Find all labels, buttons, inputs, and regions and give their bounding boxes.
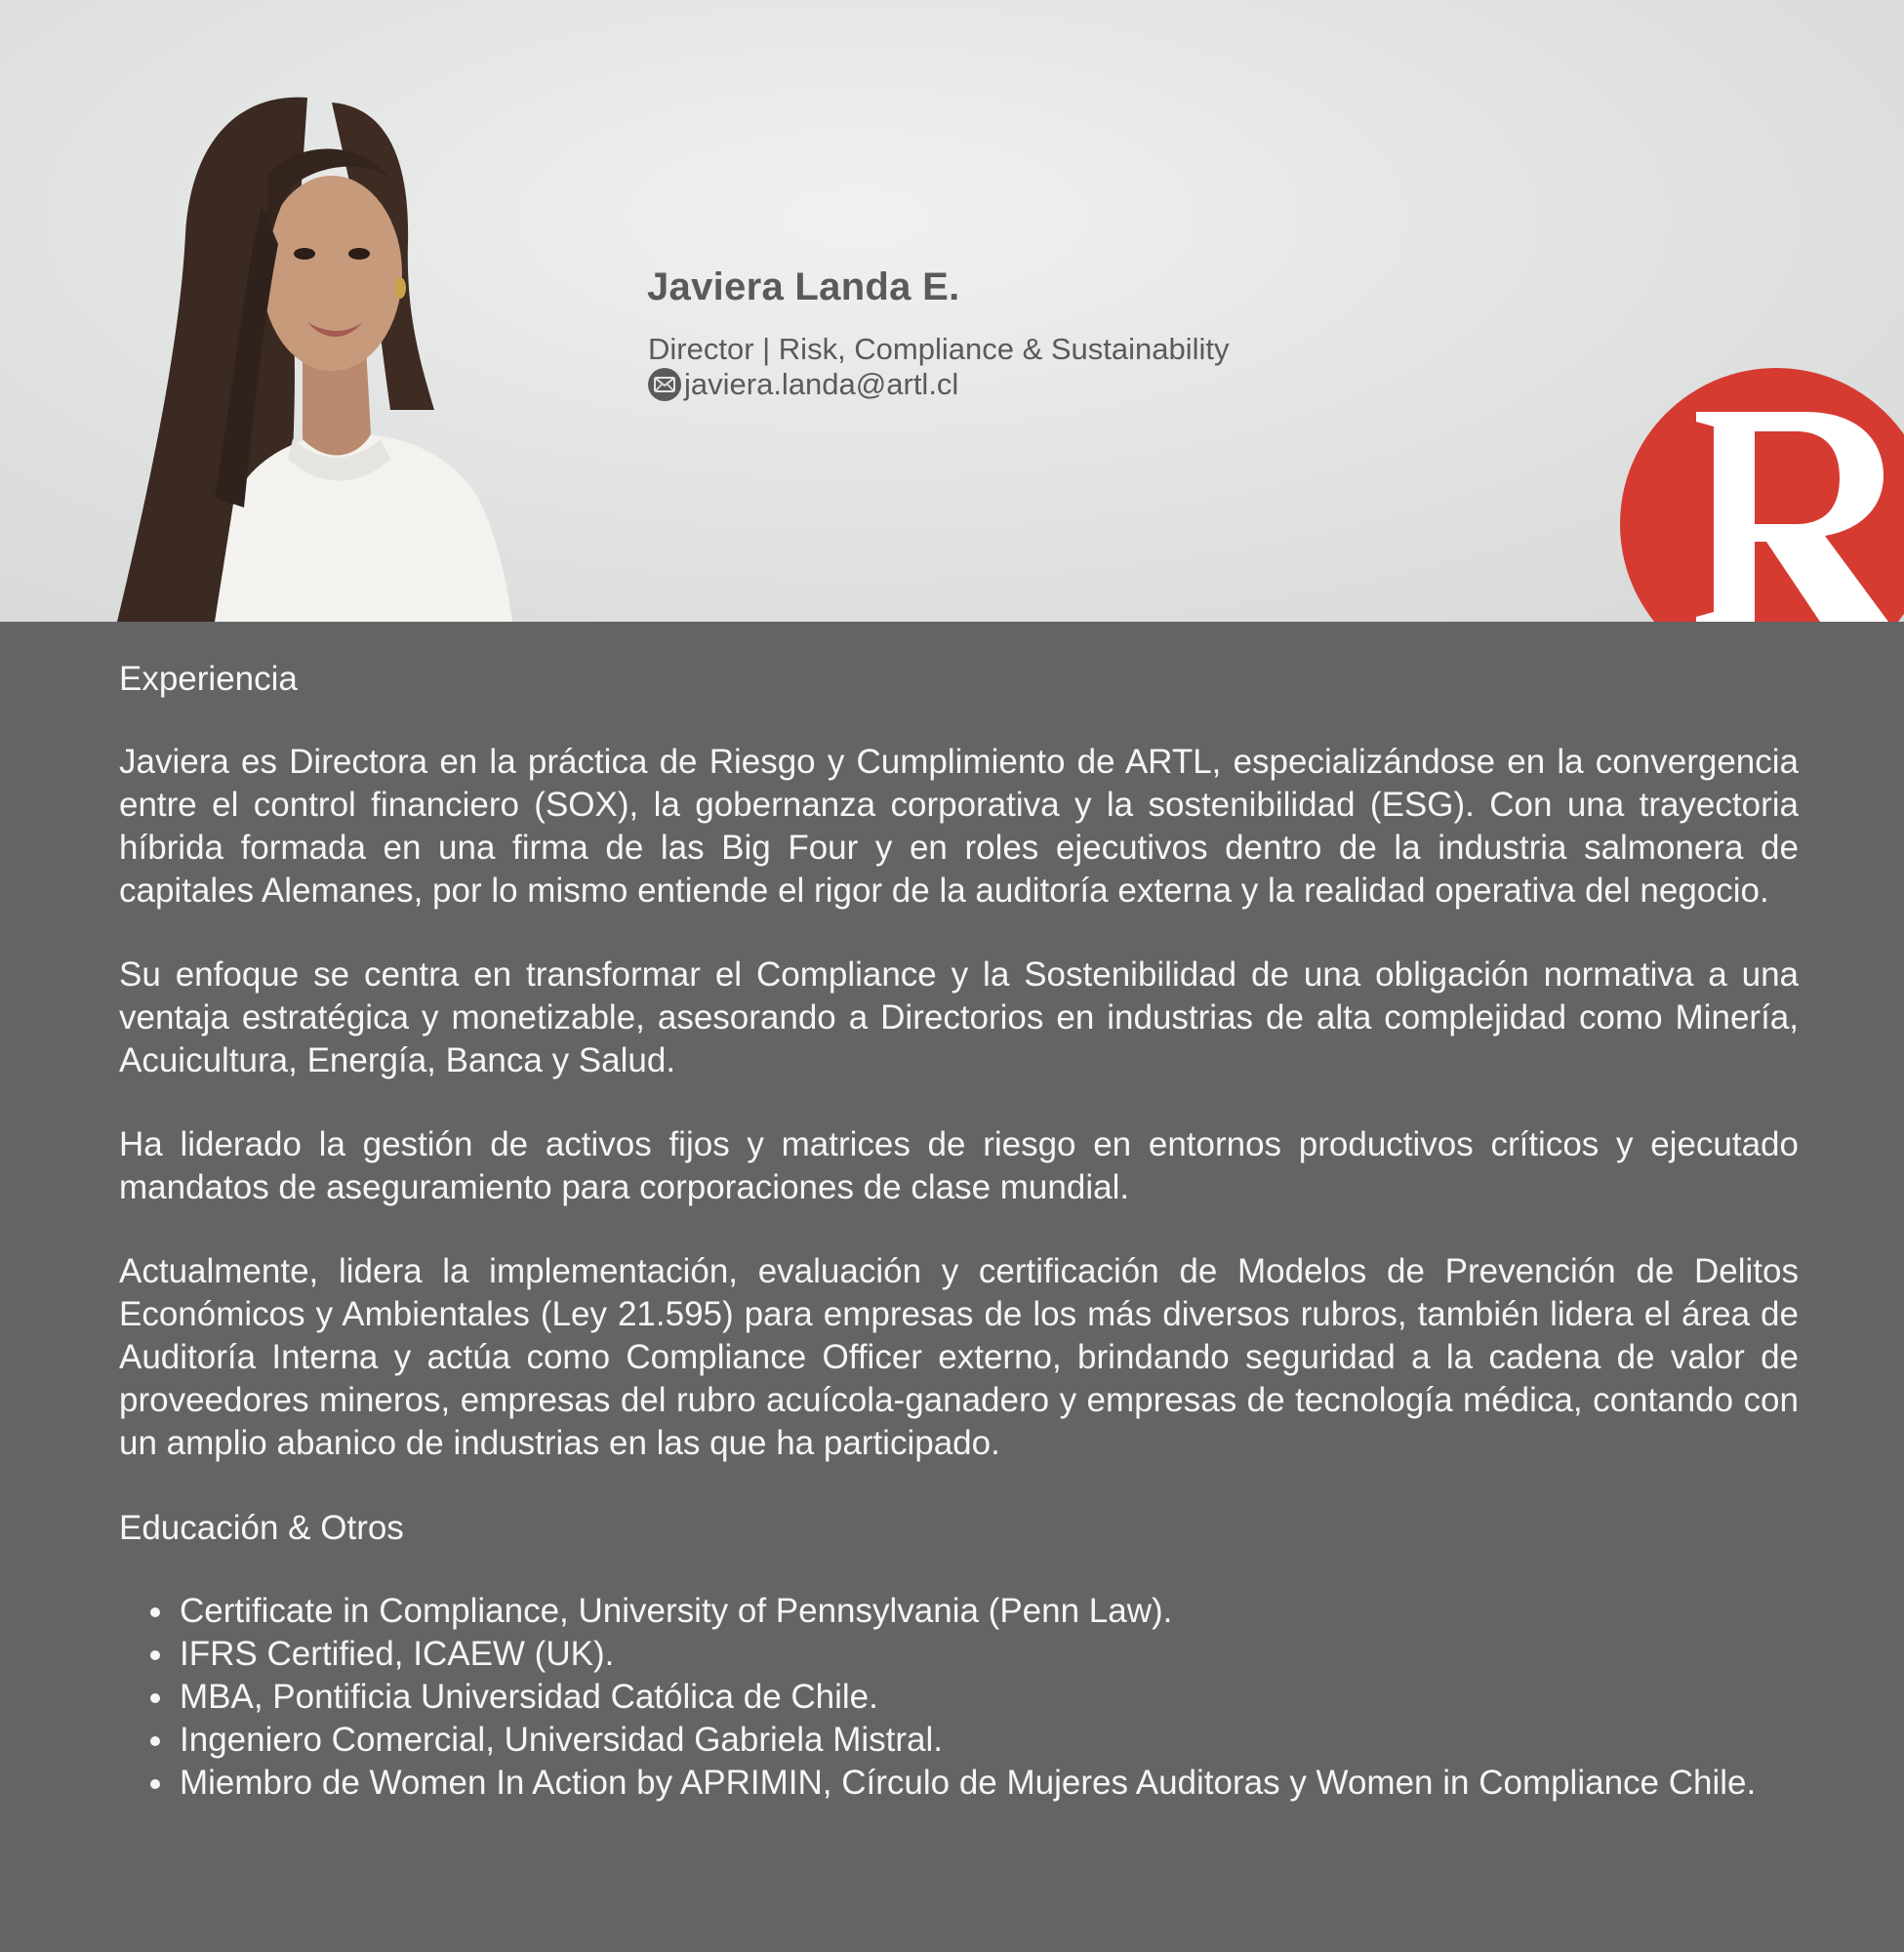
experience-paragraph-1: Javiera es Directora en la práctica de Riesgo y Cumplimiento de ARTL, especializándose en la convergencia entre el control financiero (SOX), la gobernanza corporativa y la sostenibilidad (ESG). Con una trayectoria híbrida formada en una firma de las Big Four y en roles ejecutivos dentro de la industria salmonera de capitales Alemanes, por lo mismo entiende el rigor de la auditoría externa y la realidad operativa del negocio. [119,743,1799,910]
list-item: Miembro de Women In Action by APRIMIN, Círculo de Mujeres Auditoras y Women in Compliance Chile. [180,1762,1799,1805]
experience-paragraph-2: Su enfoque se centra en transformar el Compliance y la Sostenibilidad de una obligación normativa a una ventaja estratégica y monetizable, asesorando a Directorios en industrias de alta complejidad como Minería, Acuicultura, Energía, Banca y Salud. [119,956,1799,1079]
list-item: MBA, Pontificia Universidad Católica de Chile. [180,1676,1799,1719]
person-name: Javiera Landa E. [647,265,960,308]
email-row[interactable] [648,367,958,402]
education-list [119,1590,1799,1805]
artl-r-logo [1620,368,1904,622]
list-item: Certificate in Compliance, University of Pennsylvania (Penn Law). [180,1590,1799,1633]
email-address[interactable]: javiera.landa@artl.cl [684,367,959,401]
experience-paragraph-3: Ha liderado la gestión de activos fijos y matrices de riesgo en entornos productivos críticos y ejecutado mandatos de aseguramiento para corporaciones de clase mundial. [119,1125,1799,1206]
education-title: Educación & Otros [119,1509,404,1547]
envelope-icon [648,368,681,401]
list-item: Ingeniero Comercial, Universidad Gabriela Mistral. [180,1719,1799,1762]
experience-title: Experiencia [119,660,298,698]
profile-header [0,0,1904,622]
profile-photo [98,88,527,622]
experience-paragraph-4: Actualmente, lidera la implementación, evaluación y certificación de Modelos de Prevención de Delitos Económicos y Ambientales (Ley 21.595) para empresas de los más diversos rubros, también lidera el área de Auditoría Interna y actúa como Compliance Officer externo, brindando seguridad a la cadena de valor de proveedores mineros, empresas del rubro acuícola-ganadero y empresas de tecnología médica, contando con un amplio abanico de industrias en las que ha participado. [119,1252,1799,1462]
content-area [119,622,1799,1805]
list-item: IFRS Certified, ICAEW (UK). [180,1633,1799,1676]
person-role: Director | Risk, Compliance & Sustainability [648,332,1230,366]
